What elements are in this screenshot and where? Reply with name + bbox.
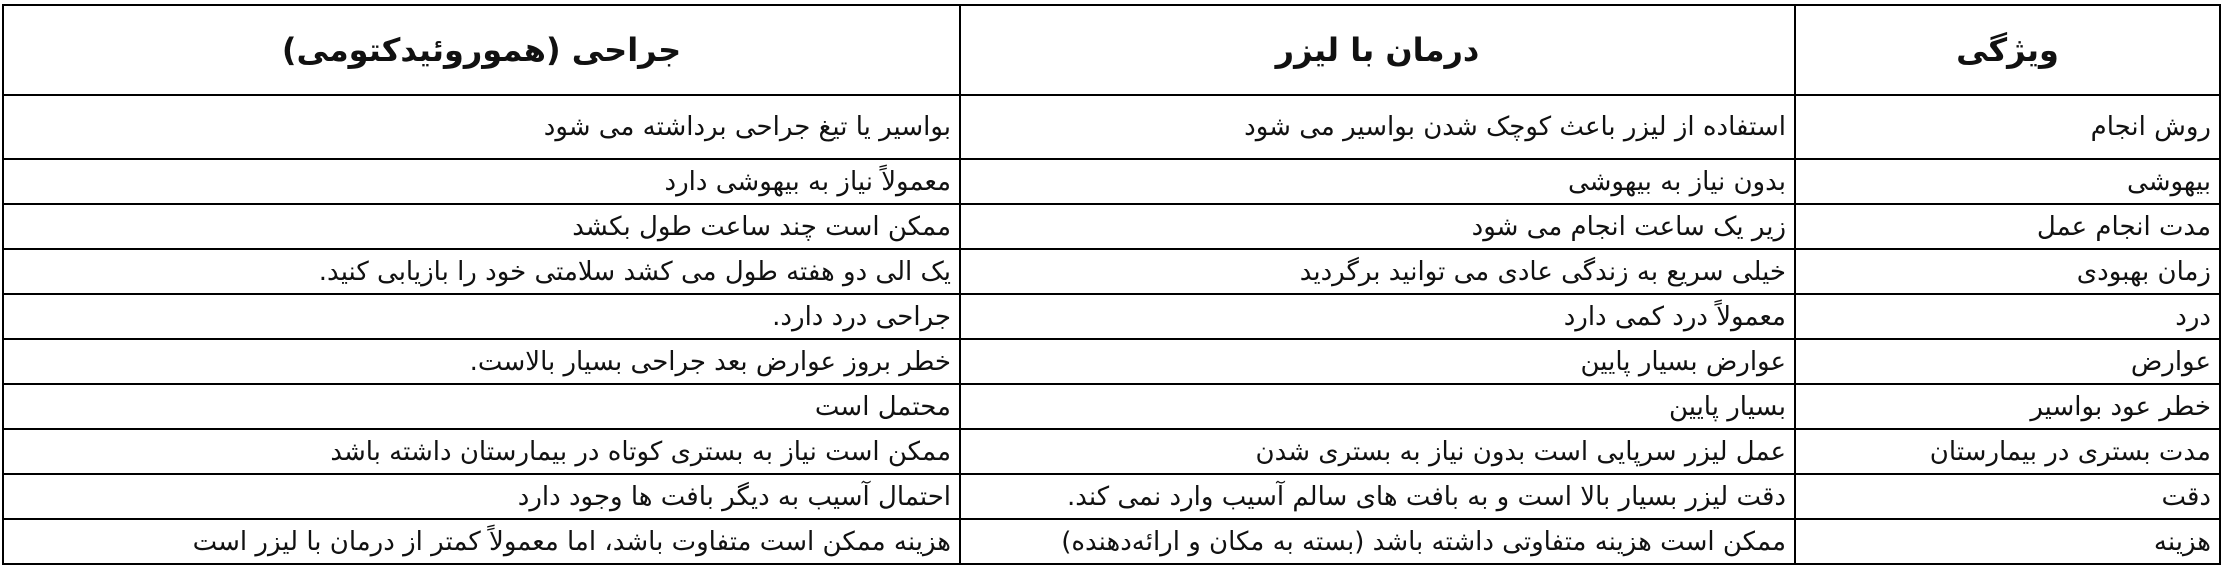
surgery-cell: خطر بروز عوارض بعد جراحی بسیار بالاست. <box>3 339 960 384</box>
feature-cell: عوارض <box>1795 339 2220 384</box>
laser-cell: عوارض بسیار پایین <box>960 339 1795 384</box>
laser-cell: بدون نیاز به بیهوشی <box>960 159 1795 204</box>
surgery-cell: احتمال آسیب به دیگر بافت ها وجود دارد <box>3 474 960 519</box>
table-row <box>3 249 2220 294</box>
feature-cell: خطر عود بواسیر <box>1795 384 2220 429</box>
laser-cell: بسیار پایین <box>960 384 1795 429</box>
table-row <box>3 294 2220 339</box>
laser-cell: استفاده از لیزر باعث کوچک شدن بواسیر می شود <box>960 95 1795 159</box>
surgery-cell: ممکن است نیاز به بستری کوتاه در بیمارستان داشته باشد <box>3 429 960 474</box>
surgery-cell: یک الی دو هفته طول می کشد سلامتی خود را بازیابی کنید. <box>3 249 960 294</box>
surgery-cell: بواسیر یا تیغ جراحی برداشته می شود <box>3 95 960 159</box>
header-laser: درمان با لیزر <box>960 5 1795 95</box>
table-row <box>3 159 2220 204</box>
laser-cell: دقت لیزر بسیار بالا است و به بافت های سالم آسیب وارد نمی کند. <box>960 474 1795 519</box>
table-row <box>3 429 2220 474</box>
table-row <box>3 384 2220 429</box>
surgery-cell: محتمل است <box>3 384 960 429</box>
laser-cell: معمولاً درد کمی دارد <box>960 294 1795 339</box>
feature-cell: بیهوشی <box>1795 159 2220 204</box>
feature-cell: روش انجام <box>1795 95 2220 159</box>
comparison-table <box>2 4 2221 565</box>
surgery-cell: جراحی درد دارد. <box>3 294 960 339</box>
header-surgery: جراحی (هموروئیدکتومی) <box>3 5 960 95</box>
feature-cell: درد <box>1795 294 2220 339</box>
header-feature: ویژگی <box>1795 5 2220 95</box>
feature-cell: دقت <box>1795 474 2220 519</box>
feature-cell: هزینه <box>1795 519 2220 564</box>
surgery-cell: ممکن است چند ساعت طول بکشد <box>3 204 960 249</box>
laser-cell: ممکن است هزینه متفاوتی داشته باشد (بسته به مکان و ارائه‌دهنده) <box>960 519 1795 564</box>
table-row <box>3 339 2220 384</box>
table-row <box>3 519 2220 564</box>
laser-cell: زیر یک ساعت انجام می شود <box>960 204 1795 249</box>
table-row <box>3 95 2220 159</box>
table-row <box>3 204 2220 249</box>
feature-cell: مدت انجام عمل <box>1795 204 2220 249</box>
feature-cell: مدت بستری در بیمارستان <box>1795 429 2220 474</box>
table-header-row <box>3 5 2220 95</box>
table-row <box>3 474 2220 519</box>
surgery-cell: هزینه ممکن است متفاوت باشد، اما معمولاً کمتر از درمان با لیزر است <box>3 519 960 564</box>
laser-cell: خیلی سریع به زندگی عادی می توانید برگردید <box>960 249 1795 294</box>
laser-cell: عمل لیزر سرپایی است بدون نیاز به بستری شدن <box>960 429 1795 474</box>
feature-cell: زمان بهبودی <box>1795 249 2220 294</box>
surgery-cell: معمولاً نیاز به بیهوشی دارد <box>3 159 960 204</box>
